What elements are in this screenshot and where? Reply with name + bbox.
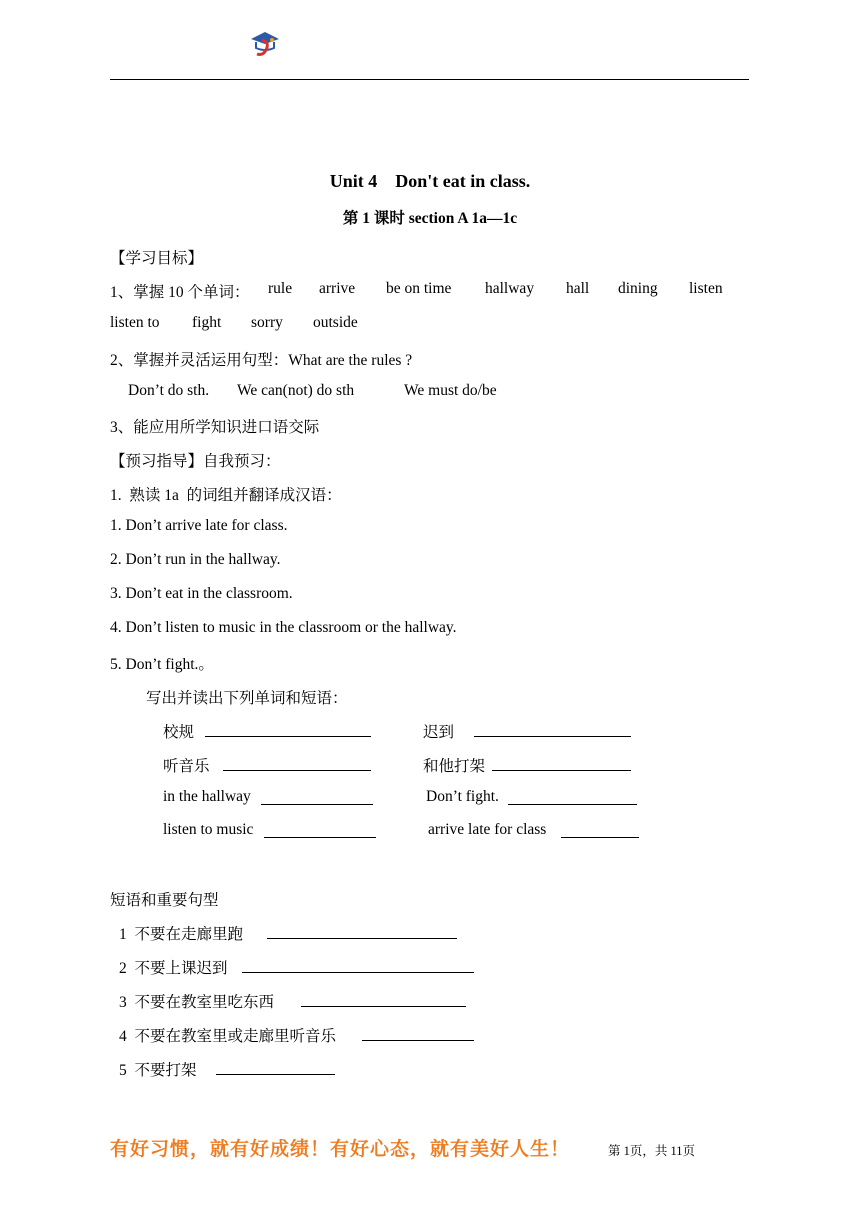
lesson-subtitle: 第 1 课时 section A 1a—1c (342, 210, 518, 227)
word-listen-to: listen to (110, 314, 160, 331)
pair-3-right-blank[interactable] (508, 789, 637, 805)
header-rule (110, 79, 749, 80)
pair-3-left-blank[interactable] (261, 789, 373, 805)
preview-task-1: 1. 熟读 1a 的词组并翻译成汉语： (110, 487, 342, 504)
page-number: 第 1页，共 11页 (608, 1144, 696, 1158)
sentence-2: 2. Don’t run in the hallway. (110, 551, 281, 568)
phrase-item-2: 2 不要上课迟到 (119, 960, 228, 977)
phrase-item-1-blank[interactable] (267, 923, 457, 939)
sentence-1: 1. Don’t arrive late for class. (110, 517, 288, 534)
phrase-item-5: 5 不要打架 (119, 1062, 197, 1079)
phrases-heading: 短语和重要句型 (110, 892, 219, 909)
pair-4-right-label: arrive late for class (428, 821, 547, 838)
pair-1-right-blank[interactable] (474, 721, 631, 737)
sentence-4: 4. Don’t listen to music in the classroom or the hallway. (110, 619, 457, 636)
sentence-5: 5. Don’t fight.。 (110, 656, 214, 673)
pair-2-left-label: 听音乐 (163, 758, 210, 775)
footer-slogan: 有好习惯，就有好成绩！有好心态，就有美好人生！ (110, 1138, 571, 1160)
goal-item-3: 3、能应用所学知识进口语交际 (110, 419, 320, 436)
page-title: Unit 4 Don't eat in class. (329, 171, 531, 191)
word-sorry: sorry (251, 314, 283, 331)
phrase-item-5-blank[interactable] (216, 1059, 335, 1075)
phrase-item-4-blank[interactable] (362, 1025, 474, 1041)
phrase-item-3: 3 不要在教室里吃东西 (119, 994, 275, 1011)
preview-heading: 【预习指导】自我预习： (110, 453, 281, 470)
write-instruction: 写出并读出下列单词和短语： (146, 690, 348, 707)
pair-1-left (163, 720, 194, 742)
goal-item-2: 2、掌握并灵活运用句型：What are the rules ? (110, 352, 413, 369)
phrase-item-2-blank[interactable] (242, 957, 474, 973)
school-logo-icon (248, 30, 282, 58)
pair-3-right-label: Don’t fight. (426, 788, 499, 805)
goal-item-1-prefix: 1、掌握 10 个单词： (110, 284, 250, 301)
pair-2-right-blank[interactable] (492, 755, 631, 771)
pair-1-left-blank[interactable] (205, 721, 371, 737)
pair-1-right-label: 迟到 (423, 724, 455, 741)
word-rule: rule (268, 280, 293, 297)
pair-4-left-label: listen to music (163, 821, 254, 838)
word-be-on-time: be on time (386, 280, 452, 297)
pattern-we-can: We can(not) do sth (237, 382, 355, 399)
sentence-3: 3. Don’t eat in the classroom. (110, 585, 293, 602)
phrase-item-3-blank[interactable] (301, 991, 466, 1007)
goal-item-1 (110, 280, 250, 302)
word-listen: listen (689, 280, 723, 297)
pattern-dont-do: Don’t do sth. (128, 382, 210, 399)
goals-heading: 【学习目标】 (110, 250, 204, 267)
pair-3-left-label: in the hallway (163, 788, 251, 805)
word-hallway: hallway (485, 280, 535, 297)
word-fight: fight (192, 314, 222, 331)
word-hall: hall (566, 280, 590, 297)
pair-2-left-blank[interactable] (223, 755, 371, 771)
pair-4-left-blank[interactable] (264, 822, 376, 838)
word-arrive: arrive (319, 280, 356, 297)
phrase-item-1: 1 不要在走廊里跑 (119, 926, 244, 943)
pattern-we-must: We must do/be (404, 382, 497, 399)
word-outside: outside (313, 314, 358, 331)
pair-1-left-label: 校规 (163, 724, 195, 741)
pair-2-right-label: 和他打架 (423, 758, 486, 775)
word-dining: dining (618, 280, 658, 297)
pair-4-right-blank[interactable] (561, 822, 639, 838)
phrase-item-4: 4 不要在教室里或走廊里听音乐 (119, 1028, 337, 1045)
